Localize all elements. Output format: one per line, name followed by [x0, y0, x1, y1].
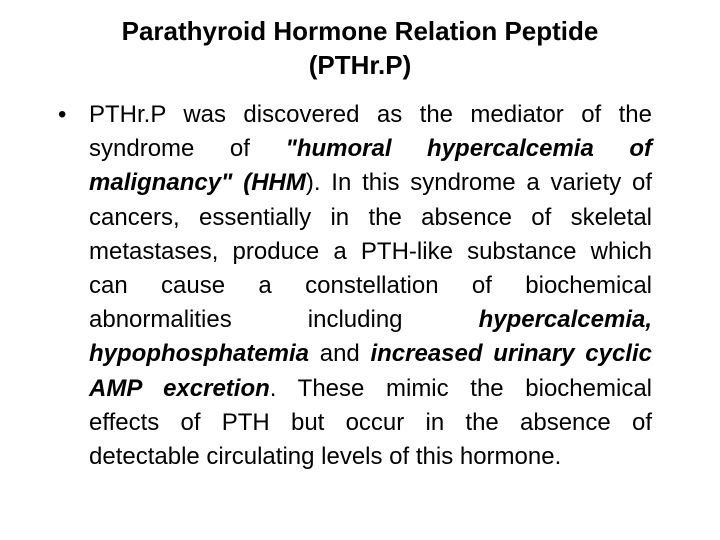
bullet-text-3: and [309, 340, 371, 368]
title-line-1: Parathyroid Hormone Relation Peptide [121, 16, 599, 46]
title-line-2: (PTHr.P) [308, 50, 412, 80]
bullet-list [58, 98, 652, 474]
slide-title [40, 14, 680, 82]
bullet-text-1: PTHr.P was discovered as the mediator of the syndrome of [89, 101, 652, 163]
bullet-text-4: . These mimic the biochemical effects of PTH but occur in the absence of detectable circulating levels of this hormone. [89, 374, 652, 471]
bullet-text-2: ). In this syndrome a variety of cancers, essentially in the absence of skeletal metastases, produce a PTH-like substance which can cause a constellation of biochemical abnormalities including [89, 169, 652, 334]
bullet-emphasis-hhm: "humoral hypercalcemia of malignancy" (HHM [89, 135, 652, 197]
bullet-dot-icon: • [58, 101, 67, 128]
bullet-emphasis-camp: increased urinary cyclic AMP excretion [89, 340, 652, 402]
bullet-item [58, 98, 652, 474]
bullet-emphasis-hypercalcemia: hypercalcemia, hypophosphatemia [89, 306, 652, 368]
